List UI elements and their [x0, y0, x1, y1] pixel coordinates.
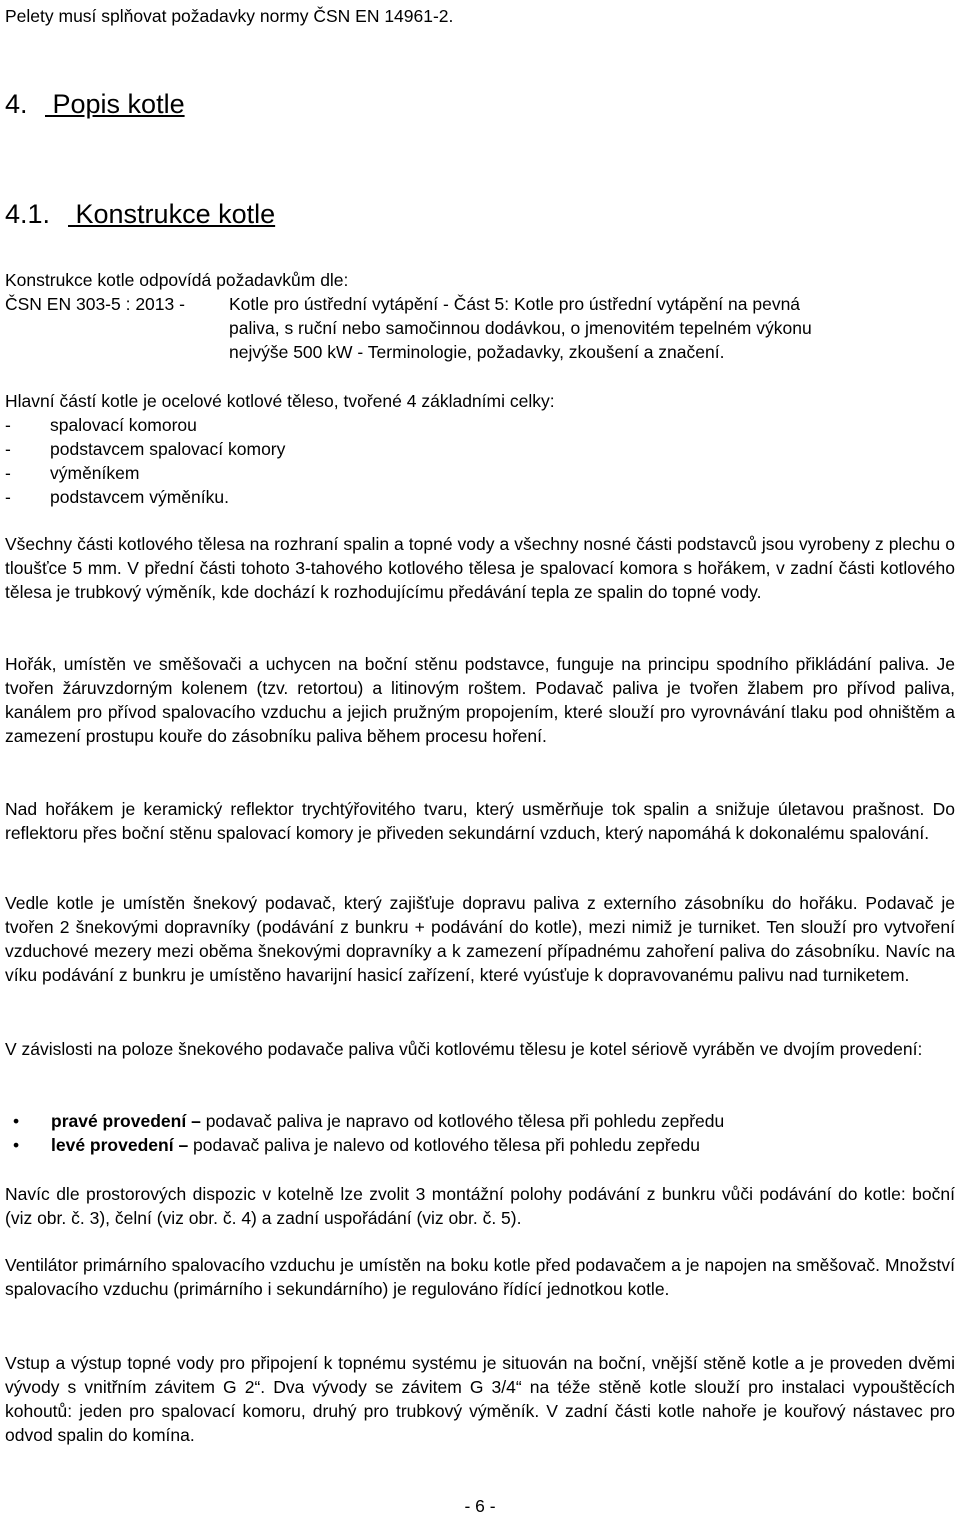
variants-list: [5, 1109, 955, 1157]
page-number: - 6 -: [464, 1496, 496, 1516]
norm-title-line-2: paliva, s ruční nebo samočinnou dodávkou, o jmenovitém tepelném výkonu: [229, 318, 812, 338]
norm-row: [5, 292, 955, 316]
list-item: [5, 413, 955, 437]
list-item-text: výměníkem: [50, 463, 140, 483]
list-item: [5, 461, 955, 485]
paragraph-screw-feeder: Vedle kotle je umístěn šnekový podavač, který zajišťuje dopravu paliva z externího zásobníku do hořáku. Podavač je tvořen 2 šnekovými dopravníky (podávání z bunkru + podávání do kotle), mezi nimiž je turniket. Ten slouží pro vytvoření vzduchové mezery mezi oběma šnekovými dopravníky a k zamezení případnému zahoření paliva do zásobníku. Navíc na víku podávání z bunkru je umístěno havarijní hasicí zařízení, které vyúsťuje k dopravovanému palivu nad turniketem.: [5, 893, 955, 985]
variant-description: podavač paliva je nalevo od kotlového tělesa při pohledu zepředu: [193, 1135, 700, 1155]
paragraph-water-connections: Vstup a výstup topné vody pro připojení k topnému systému je situován na boční, vnější stěně kotle a je proveden dvěmi vývody s vnitřním závitem G 2“. Dva vývody se závitem G 3/4“ na téže stěně kotle slouží pro instalaci vypouštěcích kohoutů: jeden pro spalovací komoru, druhý pro trubkový výměník. V zadní části kotle nahoře je kouřový nástavec pro odvod spalin do komína.: [5, 1353, 955, 1445]
variant-term: levé provedení: [51, 1135, 174, 1155]
norm-title-line-1: Kotle pro ústřední vytápění - Část 5: Kotle pro ústřední vytápění na pevná: [229, 294, 801, 314]
paragraph-reflector: Nad hořákem je keramický reflektor trychtýřovitého tvaru, který usměrňuje tok spalin a snižuje úletavou prašnost. Do reflektoru přes boční stěnu spalovací komory je přiveden sekundární vzduch, který napomáhá k dokonalému spalování.: [5, 799, 955, 843]
list-dash: -: [5, 439, 11, 459]
norm-intro: Konstrukce kotle odpovídá požadavkům dle:: [5, 270, 349, 290]
bullet-icon: •: [13, 1111, 20, 1131]
list-item: [5, 1133, 955, 1157]
list-dash: -: [5, 415, 11, 435]
subsection-heading-4-1: [5, 196, 955, 232]
list-dash: -: [5, 463, 11, 483]
list-item-text: podstavcem spalovací komory: [50, 439, 286, 459]
pellet-standard-note: Pelety musí splňovat požadavky normy ČSN EN 14961-2.: [5, 6, 454, 26]
paragraph-mounting-positions: Navíc dle prostorových dispozic v kotelně lze zvolit 3 montážní polohy podávání z bunkru vůči podávání do kotle: boční (viz obr. č. 3), čelní (viz obr. č. 4) a zadní uspořádání (viz obr. č. 5).: [5, 1184, 955, 1228]
list-item: [5, 1109, 955, 1133]
list-item-text: podstavcem výměníku.: [50, 487, 229, 507]
main-parts-block: [5, 389, 955, 509]
variant-dash: –: [178, 1135, 189, 1155]
main-parts-intro: Hlavní částí kotle je ocelové kotlové těleso, tvořené 4 základními celky:: [5, 391, 555, 411]
subsection-title: Konstrukce kotle: [75, 199, 276, 229]
paragraph-variants-intro: V závislosti na poloze šnekového podavače paliva vůči kotlovému tělesu je kotel sériově vyráběn ve dvojím provedení:: [5, 1039, 923, 1059]
variant-term: pravé provedení: [51, 1111, 187, 1131]
paragraph-body-materials: Všechny části kotlového tělesa na rozhraní spalin a topné vody a všechny nosné části podstavců jsou vyrobeny z plechu o tloušťce 5 mm. V přední části tohoto 3-tahového kotlového tělesa je spalovací komora s hořákem, v zadní části kotlového tělesa je trubkový výměník, kde dochází k rozhodujícímu předávání tepla ze spalin do topné vody.: [5, 534, 955, 602]
section-heading-4: [5, 86, 955, 122]
list-item: [5, 437, 955, 461]
list-item: [5, 485, 955, 509]
norm-label: ČSN EN 303-5 : 2013 -: [5, 294, 185, 314]
list-dash: -: [5, 487, 11, 507]
subsection-number: 4.1.: [5, 199, 51, 229]
section-number: 4.: [5, 89, 28, 119]
norm-block: [5, 268, 955, 364]
paragraph-burner: Hořák, umístěn ve směšovači a uchycen na boční stěnu podstavce, funguje na principu spodního přikládání paliva. Je tvořen žáruvzdorným kolenem (tzv. retortou) a litinovým roštem. Podavač paliva je tvořen žlabem pro přívod paliva, kanálem pro přívod spalovacího vzduchu a jejich pružným propojením, které slouží pro vyrovnávání tlaku pod ohništěm a zamezení prostupu kouře do zásobníku paliva během procesu hoření.: [5, 654, 955, 746]
paragraph-fan: Ventilátor primárního spalovacího vzduchu je umístěn na boku kotle před podavačem a je napojen na směšovač. Množství spalovacího vzduchu (primárního i sekundárního) je regulováno řídící jednotkou kotle.: [5, 1255, 955, 1299]
bullet-icon: •: [13, 1135, 20, 1155]
section-title: Popis kotle: [52, 89, 185, 119]
variant-dash: –: [191, 1111, 201, 1131]
list-item-text: spalovací komorou: [50, 415, 197, 435]
norm-title-line-3: nejvýše 500 kW - Terminologie, požadavky, zkoušení a značení.: [229, 342, 725, 362]
variant-description: podavač paliva je napravo od kotlového tělesa při pohledu zepředu: [205, 1111, 725, 1131]
